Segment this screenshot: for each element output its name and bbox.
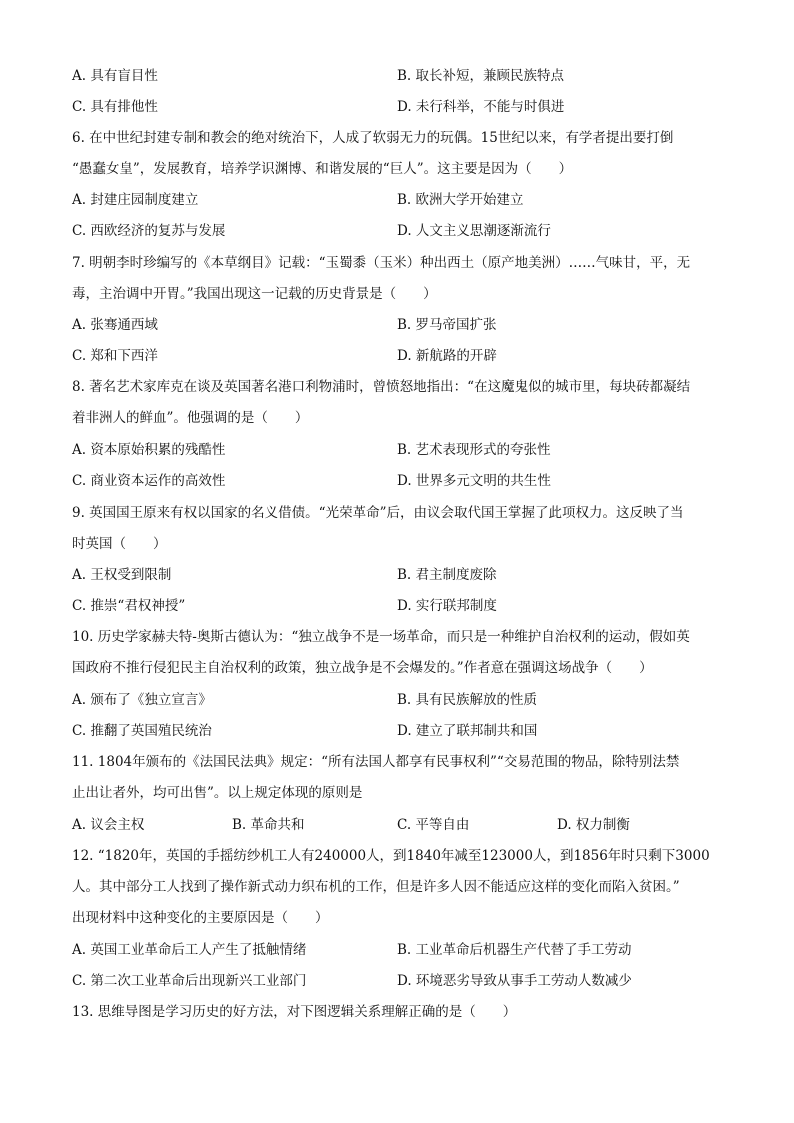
q11-stem-line1: 11. 1804年颁布的《法国民法典》规定：“所有法国人都享有民事权利”“交易范围的物品，除特别法禁 <box>72 754 680 770</box>
q9-stem-line1: 9. 英国国王原来有权以国家的名义借债。“光荣革命”后，由议会取代国王掌握了此项权力。这反映了当 <box>72 505 684 521</box>
q12-stem-line1: 12. “1820年，英国的手摇纺纱机工人有240000人，到1840年减至123000人，到1856年时只剩下3000 <box>72 848 710 864</box>
q12-option-c: C. 第二次工业革命后出现新兴工业部门 <box>72 973 307 989</box>
q12-stem-line2: 人。其中部分工人找到了操作新式动力织布机的工作，但是许多人因不能适应这样的变化而陷入贫困。” <box>72 879 680 895</box>
q9-option-b: B. 君主制度废除 <box>397 567 497 583</box>
q12-stem-line3: 出现材料中这种变化的主要原因是（ ） <box>72 910 329 926</box>
q8-option-d: D. 世界多元文明的共生性 <box>397 473 551 489</box>
q6-stem-line2: “愚蠢女皇”，发展教育，培养学识渊博、和谐发展的“巨人”。这主要是因为（ ） <box>72 161 573 177</box>
q7-option-b: B. 罗马帝国扩张 <box>397 317 497 333</box>
q6-option-d: D. 人文主义思潮逐渐流行 <box>397 223 551 239</box>
q10-stem-line1: 10. 历史学家赫夫特-奥斯古德认为：“独立战争不是一场革命，而只是一种维护自治权利的运动，假如英 <box>72 629 690 645</box>
q12-option-d: D. 环境恶劣导致从事手工劳动人数减少 <box>397 973 632 989</box>
q5-option-c: C. 具有排他性 <box>72 99 158 115</box>
q8-option-a: A. 资本原始积累的残酷性 <box>72 442 226 458</box>
q8-option-b: B. 艺术表现形式的夸张性 <box>397 442 551 458</box>
q9-option-a: A. 王权受到限制 <box>72 567 172 583</box>
q12-option-a: A. 英国工业革命后工人产生了抵触情绪 <box>72 942 307 958</box>
q10-option-c: C. 推翻了英国殖民统治 <box>72 723 212 739</box>
q7-option-d: D. 新航路的开辟 <box>397 348 497 364</box>
q7-stem-line1: 7. 明朝李时珍编写的《本草纲目》记载：“玉蜀黍（玉米）种出西土（原产地美洲）……气味甘，平，无 <box>72 255 691 271</box>
q11-option-c: C. 平等自由 <box>397 817 470 833</box>
q11-stem-line2: 止出让者外，均可出售”。以上规定体现的原则是 <box>72 785 363 801</box>
q7-option-a: A. 张骞通西域 <box>72 317 158 333</box>
q5-option-b: B. 取长补短，兼顾民族特点 <box>397 68 565 84</box>
q6-option-a: A. 封建庄园制度建立 <box>72 192 199 208</box>
q11-option-d: D. 权力制衡 <box>557 817 630 833</box>
q6-stem-line1: 6. 在中世纪封建专制和教会的绝对统治下，人成了软弱无力的玩偶。15世纪以来，有学者提出要打倒 <box>72 130 674 146</box>
q7-option-c: C. 郑和下西洋 <box>72 348 158 364</box>
q10-option-d: D. 建立了联邦制共和国 <box>397 723 538 739</box>
q8-stem-line2: 着非洲人的鲜血”。他强调的是（ ） <box>72 410 309 426</box>
q5-option-a: A. 具有盲目性 <box>72 68 158 84</box>
q11-option-b: B. 革命共和 <box>232 817 305 833</box>
q11-option-a: A. 议会主权 <box>72 817 145 833</box>
q13-stem-line1: 13. 思维导图是学习历史的好方法，对下图逻辑关系理解正确的是（ ） <box>72 1004 517 1020</box>
q12-option-b: B. 工业革命后机器生产代替了手工劳动 <box>397 942 632 958</box>
q9-stem-line2: 时英国（ ） <box>72 536 167 552</box>
q10-option-a: A. 颁布了《独立宣言》 <box>72 692 212 708</box>
q8-option-c: C. 商业资本运作的高效性 <box>72 473 226 489</box>
q6-option-b: B. 欧洲大学开始建立 <box>397 192 524 208</box>
q7-stem-line2: 毒，主治调中开胃。”我国出现这一记载的历史背景是（ ） <box>72 286 437 302</box>
q6-option-c: C. 西欧经济的复苏与发展 <box>72 223 226 239</box>
q5-option-d: D. 未行科举，不能与时俱进 <box>397 99 565 115</box>
q10-option-b: B. 具有民族解放的性质 <box>397 692 538 708</box>
q9-option-d: D. 实行联邦制度 <box>397 598 497 614</box>
q10-stem-line2: 国政府不推行侵犯民主自治权利的政策，独立战争是不会爆发的。”作者意在强调这场战争（ ） <box>72 660 653 676</box>
q9-option-c: C. 推崇“君权神授” <box>72 598 186 614</box>
q8-stem-line1: 8. 著名艺术家库克在谈及英国著名港口利物浦时，曾愤怒地指出：“在这魔鬼似的城市里，每块砖都凝结 <box>72 379 691 395</box>
